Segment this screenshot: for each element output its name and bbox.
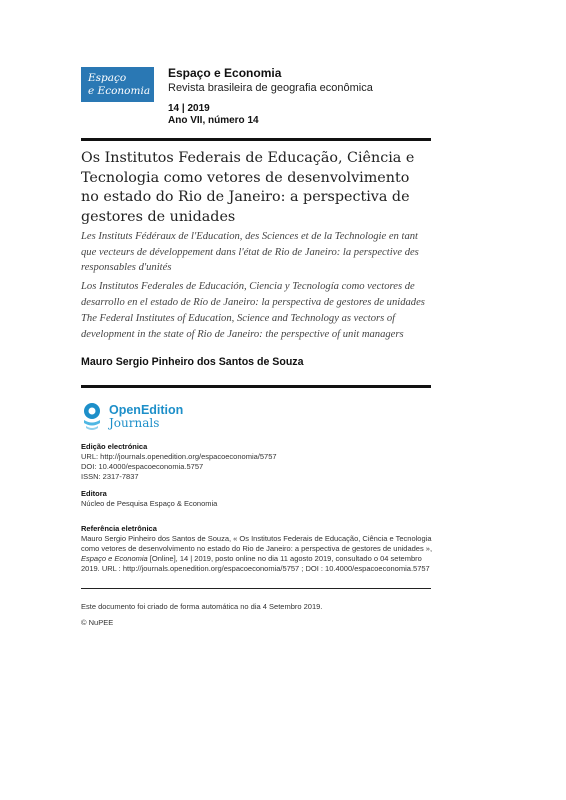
author-rule: [81, 385, 431, 388]
header-rule: [81, 138, 431, 141]
volume-info: Ano VII, número 14: [168, 115, 259, 126]
openedition-journals: Journals: [109, 416, 160, 430]
journal-subtitle: Revista brasileira de geografia econômica: [168, 82, 373, 94]
reference-part1: Mauro Sergio Pinheiro dos Santos de Souza, « Os Institutos Federais de Educação, Ciência e Tecnologia como vetores de desenvolvimento no estado do Rio de Janeiro: a perspectiva de gestores de unidades »,: [81, 534, 433, 553]
article-title-spanish: Los Institutos Federales de Educación, Ciencia y Tecnología como vectores de desarrollo en el estado de Río de Janeiro: la perspectiva de gestores de unidades: [81, 281, 425, 308]
reference-text: [81, 534, 433, 574]
editor-name: Núcleo de Pesquisa Espaço & Economia: [81, 499, 218, 508]
electronic-edition-heading: Edição electrónica: [81, 442, 148, 451]
article-title-english: The Federal Institutes of Education, Science and Technology as vectors of development in the state of Rio de Janeiro: the perspective of unit managers: [81, 313, 404, 340]
generation-note: Este documento foi criado de forma automática no dia 4 Setembro 2019.: [81, 602, 323, 611]
article-author: Mauro Sergio Pinheiro dos Santos de Souza: [81, 356, 304, 368]
openedition-logo-icon: [81, 401, 105, 431]
editor-heading: Editora: [81, 489, 107, 498]
journal-issn: ISSN: 2317-7837: [81, 472, 139, 481]
article-title: Os Institutos Federais de Educação, Ciência e Tecnologia como vetores de desenvolvimento no estado do Rio de Janeiro: a perspectiva de gestores de unidades: [81, 150, 415, 225]
issue-number: 14 | 2019: [168, 103, 210, 114]
journal-title: Espaço e Economia: [168, 66, 282, 80]
article-url[interactable]: URL: http://journals.openedition.org/espacoeconomia/5757: [81, 452, 277, 461]
copyright: © NuPEE: [81, 618, 114, 627]
openedition-name: OpenEdition: [109, 403, 184, 417]
reference-part2: [Online], 14 | 2019, posto online no dia 11 agosto 2019, consultado o 04 setembro 2019. URL : http://journals.openedition.org/espacoeconomia/5757 ; DOI : 10.4000/espacoeconomia.5757: [81, 554, 430, 573]
article-title-french: Les Instituts Fédéraux de l'Education, des Sciences et de la Technologie en tant que vecteurs de développement dans l'état de Rio de Janeiro: la perspective des responsables d'unités: [81, 231, 419, 273]
journal-logo-line1: Espaço: [88, 72, 127, 84]
reference-journal: Espaço e Economia: [81, 554, 148, 563]
journal-logo: [81, 67, 154, 102]
footer-rule: [81, 588, 431, 589]
article-doi[interactable]: DOI: 10.4000/espacoeconomia.5757: [81, 462, 204, 471]
reference-heading: Referência eletrônica: [81, 524, 157, 533]
journal-logo-line2: e Economia: [88, 85, 151, 97]
